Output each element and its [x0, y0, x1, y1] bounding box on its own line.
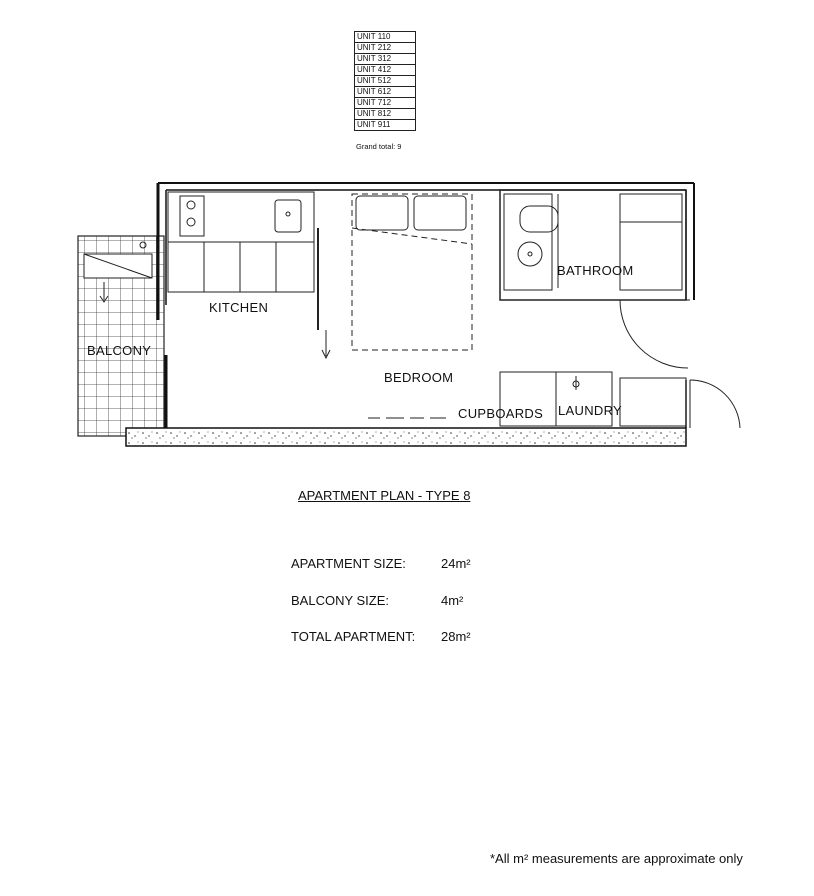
spec-label-apartment-size: APARTMENT SIZE: — [291, 556, 406, 571]
room-label-laundry: LAUNDRY — [558, 403, 622, 418]
room-label-balcony: BALCONY — [87, 343, 152, 358]
room-label-bathroom: BATHROOM — [557, 263, 634, 278]
unit-row — [355, 54, 416, 65]
unit-row — [355, 76, 416, 87]
grand-total: Grand total: 9 — [356, 142, 402, 151]
entry-door — [620, 300, 690, 368]
spec-value-total-apartment: 28m² — [441, 629, 471, 644]
unit-cell: UNIT 212 — [355, 43, 416, 54]
measurement-footnote: *All m² measurements are approximate only — [490, 851, 743, 866]
bed — [352, 194, 472, 350]
unit-cell: UNIT 110 — [355, 32, 416, 43]
unit-cell: UNIT 612 — [355, 87, 416, 98]
room-label-bedroom: BEDROOM — [384, 370, 454, 385]
unit-cell: UNIT 812 — [355, 109, 416, 120]
unit-cell: UNIT 911 — [355, 120, 416, 131]
unit-row — [355, 32, 416, 43]
balcony-area — [78, 236, 164, 436]
room-label-kitchen: KITCHEN — [209, 300, 269, 315]
spec-label-balcony-size: BALCONY SIZE: — [291, 593, 390, 608]
unit-row — [355, 98, 416, 109]
unit-cell: UNIT 412 — [355, 65, 416, 76]
spec-value-apartment-size: 24m² — [441, 556, 471, 571]
unit-cell: UNIT 512 — [355, 76, 416, 87]
unit-cell: UNIT 712 — [355, 98, 416, 109]
spec-label-total-apartment: TOTAL APARTMENT: — [291, 629, 416, 644]
spec-value-balcony-size: 4m² — [441, 593, 464, 608]
unit-row — [355, 65, 416, 76]
room-label-cupboards: CUPBOARDS — [458, 406, 544, 421]
unit-row — [355, 109, 416, 120]
kitchen-fixtures — [168, 192, 330, 358]
unit-row — [355, 87, 416, 98]
unit-list-table — [354, 31, 416, 131]
bathroom-fixtures — [500, 190, 686, 300]
unit-row — [355, 120, 416, 131]
unit-row — [355, 43, 416, 54]
plan-title: APARTMENT PLAN - TYPE 8 — [298, 488, 471, 503]
unit-cell: UNIT 312 — [355, 54, 416, 65]
